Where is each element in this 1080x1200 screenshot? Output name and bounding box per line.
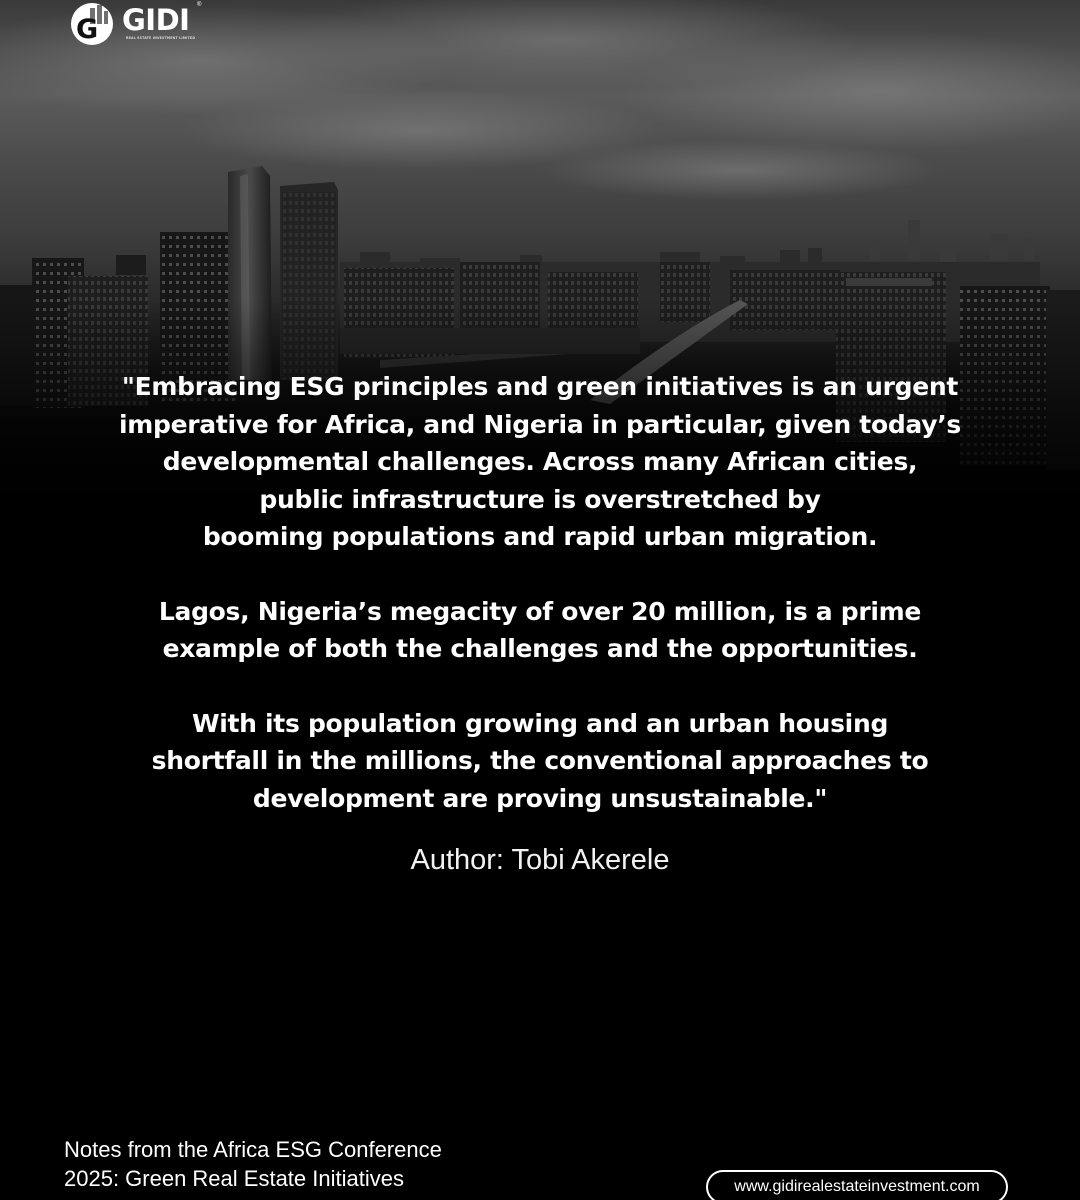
quote-line: "Embracing ESG principles and green initiatives is an urgent [121, 372, 959, 401]
quote-line: public infrastructure is overstretched by [259, 484, 821, 514]
registered-mark: ® [197, 2, 202, 8]
quote-line: booming populations and rapid urban migration. [202, 522, 878, 551]
quote-block [60, 368, 1020, 817]
author-credit: Author: Tobi Akerele [410, 844, 670, 876]
brand-tagline: REAL ESTATE INVESTMENT LIMITED [126, 36, 196, 40]
conference-notes [64, 1135, 442, 1193]
website-link[interactable] [706, 1170, 1008, 1200]
quote-line: example of both the challenges and the opportunities. [162, 634, 918, 663]
quote-line: Lagos, Nigeria’s megacity of over 20 million, is a prime [158, 596, 922, 626]
notes-line-2: 2025: Green Real Estate Initiatives [64, 1166, 404, 1191]
quote-line: With its population growing and an urban housing [191, 708, 889, 738]
paragraph-gap [60, 556, 1020, 593]
quote-line: shortfall in the millions, the conventional approaches to [151, 746, 929, 775]
quote-line: imperative for Africa, and Nigeria in particular, given today’s [118, 409, 962, 439]
quote-line: developmental challenges. Across many African cities, [162, 447, 918, 476]
notes-line-1: Notes from the Africa ESG Conference [64, 1137, 442, 1162]
gidi-monogram-icon [70, 2, 120, 46]
website-url: www.gidirealestateinvestment.com [734, 1178, 980, 1195]
svg-text:G: G [76, 14, 99, 45]
gidi-logo [70, 2, 210, 46]
quote-line: development are proving unsustainable." [252, 783, 828, 813]
brand-name: GIDI [122, 3, 190, 37]
paragraph-gap [60, 668, 1020, 705]
